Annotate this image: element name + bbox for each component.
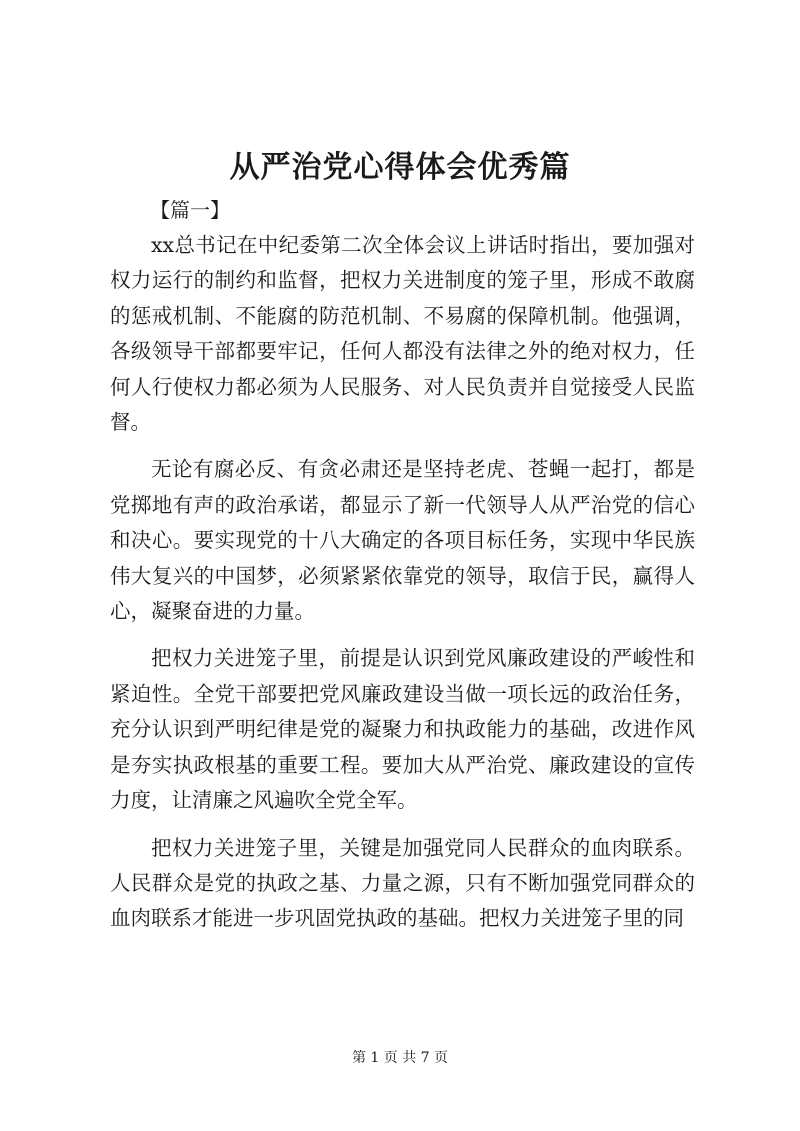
body-paragraph: xx总书记在中纪委第二次全体会议上讲话时指出，要加强对权力运行的制约和监督，把权力关进制度的笼子里，形成不敢腐的惩戒机制、不能腐的防范机制、不易腐的保障机制。他强调，各级领导干部都要牢记，任何人都没有法律之外的绝对权力，任何人行使权力都必须为人民服务、对人民负责并自觉接受人民监督。 <box>110 233 695 435</box>
body-paragraph: 无论有腐必反、有贪必肃还是坚持老虎、苍蝇一起打，都是党掷地有声的政治承诺，都显示了新一代领导人从严治党的信心和决心。要实现党的十八大确定的各项目标任务，实现中华民族伟大复兴的中国梦，必须紧紧依靠党的领导，取信于民，赢得人心，凝聚奋进的力量。 <box>110 457 695 624</box>
document-title: 从严治党心得体会优秀篇 <box>229 150 571 185</box>
document-body <box>110 228 695 949</box>
body-paragraph: 把权力关进笼子里，前提是认识到党风廉政建设的严峻性和紧迫性。全党干部要把党风廉政建设当做一项长远的政治任务，充分认识到严明纪律是党的凝聚力和执政能力的基础，改进作风是夯实执政根基的重要工程。要加大从严治党、廉政建设的宣传力度，让清廉之风遍吹全党全军。 <box>110 646 695 813</box>
page-number-footer: 第 1 页 共 7 页 <box>351 1050 449 1066</box>
section-heading: 【篇一】 <box>150 198 230 222</box>
body-paragraph: 把权力关进笼子里，关键是加强党同人民群众的血肉联系。人民群众是党的执政之基、力量之源，只有不断加强党同群众的血肉联系才能进一步巩固党执政的基础。把权力关进笼子里的同 <box>110 835 695 931</box>
